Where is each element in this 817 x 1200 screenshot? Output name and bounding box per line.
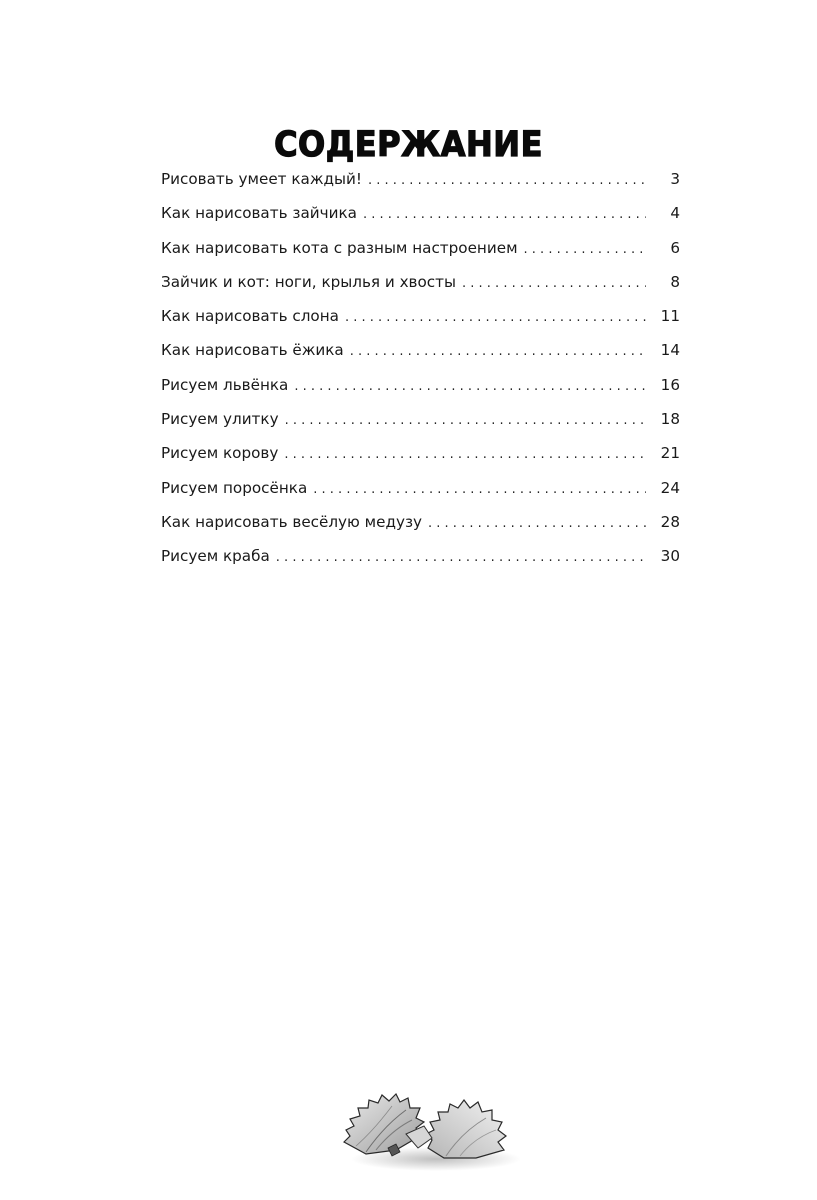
toc-label: Рисуем корову [161,444,279,463]
toc-leader-dots [524,237,646,263]
toc-page-number: 14 [660,341,680,360]
toc-row[interactable] [161,200,680,234]
toc-page-number: 30 [660,547,680,566]
toc-page-number: 6 [670,238,680,257]
toc-label: Как нарисовать весёлую медузу [161,512,423,531]
toc-leader-dots [363,202,646,228]
toc-page-number: 24 [660,478,680,497]
toc-leader-dots [276,545,646,571]
toc-row[interactable] [161,166,680,200]
toc-label: Как нарисовать зайчика [161,204,357,223]
toc-label: Как нарисовать ёжика [161,341,344,360]
toc-label: Рисуем львёнка [161,375,289,394]
toc-row[interactable] [161,509,680,543]
toc-label: Рисовать умеет каждый! [161,170,362,188]
pencil-shavings-illustration [336,1064,526,1174]
toc-page-number: 11 [660,307,680,326]
toc-page-number: 28 [660,512,680,531]
toc-leader-dots [462,271,646,297]
toc-label: Рисуем улитку [161,410,279,429]
toc-leader-dots [294,374,646,400]
toc-leader-dots [350,339,646,365]
toc-label: Рисуем поросёнка [161,478,308,497]
toc-row[interactable] [161,235,680,269]
toc-leader-dots [285,408,646,434]
toc-leader-dots [368,168,646,194]
table-of-contents [161,166,680,578]
toc-page-number: 3 [670,170,680,188]
toc-leader-dots [345,305,646,331]
toc-row[interactable] [161,543,680,577]
page-title: СОДЕРЖАНИЕ [274,123,543,165]
toc-page-number: 8 [670,272,680,291]
toc-leader-dots [284,442,646,468]
toc-row[interactable] [161,440,680,474]
toc-row[interactable] [161,475,680,509]
toc-label: Зайчик и кот: ноги, крылья и хвосты [161,272,456,291]
toc-row[interactable] [161,303,680,337]
toc-row[interactable] [161,406,680,440]
toc-label: Как нарисовать слона [161,307,339,326]
toc-row[interactable] [161,337,680,371]
toc-page-number: 4 [670,204,680,223]
toc-page-number: 18 [660,410,680,429]
toc-row[interactable] [161,269,680,303]
toc-page-number: 21 [660,444,680,463]
toc-leader-dots [428,511,646,537]
toc-row[interactable] [161,372,680,406]
toc-label: Рисуем краба [161,547,270,566]
toc-page-number: 16 [660,375,680,394]
toc-label: Как нарисовать кота с разным настроением [161,238,518,257]
toc-leader-dots [313,477,646,503]
